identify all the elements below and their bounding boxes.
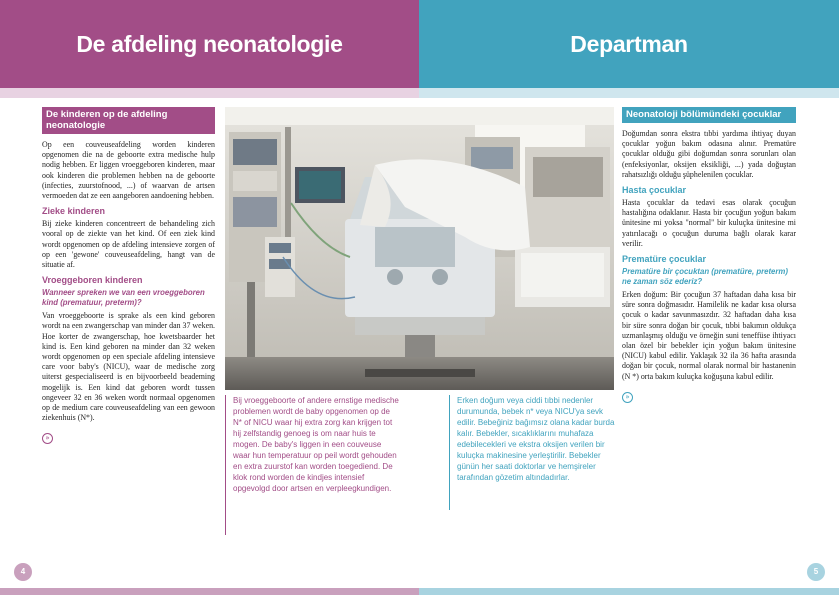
left-next-arrow-icon[interactable]: »: [42, 433, 53, 444]
incubator-photo-image: [225, 107, 614, 390]
right-section-title: Neonatoloji bölümündeki çocuklar: [622, 107, 796, 123]
left-footer-band: [0, 588, 419, 595]
left-premature-question: Wanneer spreken we van een vroeggeboren kind (prematuur, preterm)?: [42, 288, 205, 308]
right-premature-question: Prematüre bir çocuktan (prematüre, preterm) ne zaman söz ederiz?: [622, 267, 788, 287]
right-text-column: [622, 107, 796, 404]
right-next-arrow-icon[interactable]: »: [622, 392, 633, 403]
left-sick-title: Zieke kinderen: [42, 206, 106, 217]
right-premature-paragraph: Erken doğum: Bir çocuğun 37 haftadan daha kısa bir süre sonra doğmasıdır. Hamilelik ne kadar kısa olursa çocuk o kadar savunmasızdır. 32 haftadan daha kısa bir süre sonra doğan bir çocuk, tıbbi bakımın oldukça uzmanlaşmış olduğu ve örneğin suni teneffüse ihtiyacı olan özel bir bebekler için yoğun bakım ünitesine (NICU) kabul edilir. Yaklaşık 32 ila 36 hafta arasında doğan bir çocuk, normal olarak normal bir hastanenin (N *) orta bakım kuluçka koğuşuna kabul edilir.: [622, 290, 796, 381]
right-header: [419, 0, 839, 88]
left-header-band: [0, 88, 419, 98]
left-premature-paragraph: Van vroeggeboorte is sprake als een kind geboren wordt na een zwangerschap van minder dan 37 weken. Hoe korter de zwangerschap, hoe kwetsbaarder het kind is. Een kind geboren na minder dan 32 weken wordt opgenomen op een speciale afdeling intensieve care voor baby's (NICU), waar de medische zorg uiterst gespecialiseerd is en bijvoorbeeld beademing mogelijk is. Een kind dat geboren wordt tussen ongeveer 32 en 36 weken wordt normaal opgenomen op de medium care couveuseafdeling van een gewoon ziekenhuis (N*).: [42, 311, 215, 423]
left-page-number: 4: [14, 563, 32, 581]
left-page-title: De afdeling neonatologie: [76, 30, 343, 57]
left-section-title: De kinderen op de afdeling neonatologie: [42, 107, 215, 134]
left-header: [0, 0, 419, 88]
left-intro-paragraph: Op een couveuseafdeling worden kinderen opgenomen die na de geboorte extra medische hulp nodig hebben. Er liggen vroeggeboren kinderen, maar ook kinderen die problemen hebben na de geboorte (infecties, zuurstofnood, ...) of waarvan de artsen vermoeden dat ze een aangeboren aandoening hebben.: [42, 140, 215, 201]
right-premature-title: Prematüre çocuklar: [622, 254, 707, 265]
left-text-column: [42, 107, 215, 445]
right-sick-title: Hasta çocuklar: [622, 185, 687, 196]
right-page-title: Departman: [570, 30, 688, 57]
right-sick-paragraph: Hasta çocuklar da tedavi esas olarak çocuğun hastalığına odaklanır. Hasta bir çocuğun yoğun bakım ünitesine mi yoksa "normal" bir kuluçka ünitesine mi yatırılacağı o çocuğun duruma bağlı olarak karar verilir.: [622, 198, 796, 248]
right-intro-paragraph: Doğumdan sonra ekstra tıbbi yardıma ihtiyaç duyan çocuklar yoğun bakım odasına alınır. Prematüre çocuklar olduğu gibi doğumdan sonra sorunları olan (enfeksiyonlar, oksijen eksikliği, ...) yada doğuştan rahatsızlığı olduğu şüphelenilen çocuklar.: [622, 129, 796, 179]
right-photo-caption: Erken doğum veya ciddi tıbbi nedenler durumunda, bebek n* veya NICU'ya sevk edilir. Bebeğiniz bağımsız olana kadar burda kalır. Bebekler, sıcaklıklarını muhafaza edebilecekleri ve ekstra oksijen verilen bir kuluçka makinesine yerleştirilir. Bebekler günün her saati doktorlar ve hemşireler tarafından gözetim altındadırlar.: [449, 395, 622, 510]
right-header-band: [419, 88, 839, 98]
right-page-number: 5: [807, 563, 825, 581]
incubator-photo: [225, 107, 614, 390]
left-sick-paragraph: Bij zieke kinderen concentreert de behandeling zich vooral op de ziekte van het kind. Of een ziek kind wordt opgenomen op de afdeling intensieve zorgen of op een 'gewone' couveuseafdeling, hangt van de situatie af.: [42, 219, 215, 270]
right-footer-band: [419, 588, 839, 595]
left-premature-title: Vroeggeboren kinderen: [42, 275, 143, 286]
left-photo-caption: Bij vroeggeboorte of andere ernstige medische problemen wordt de baby opgenomen op de N* of NICU waar hij extra zorg kan krijgen tot hij zelfstandig genoeg is om naar huis te mogen. De baby's liggen in een couveuse waar hun temperatuur op peil wordt gehouden en extra zuurstof kan worden toegediend. De klok rond worden de kindjes intensief opgevolgd door artsen en verpleegkundigen.: [225, 395, 399, 535]
